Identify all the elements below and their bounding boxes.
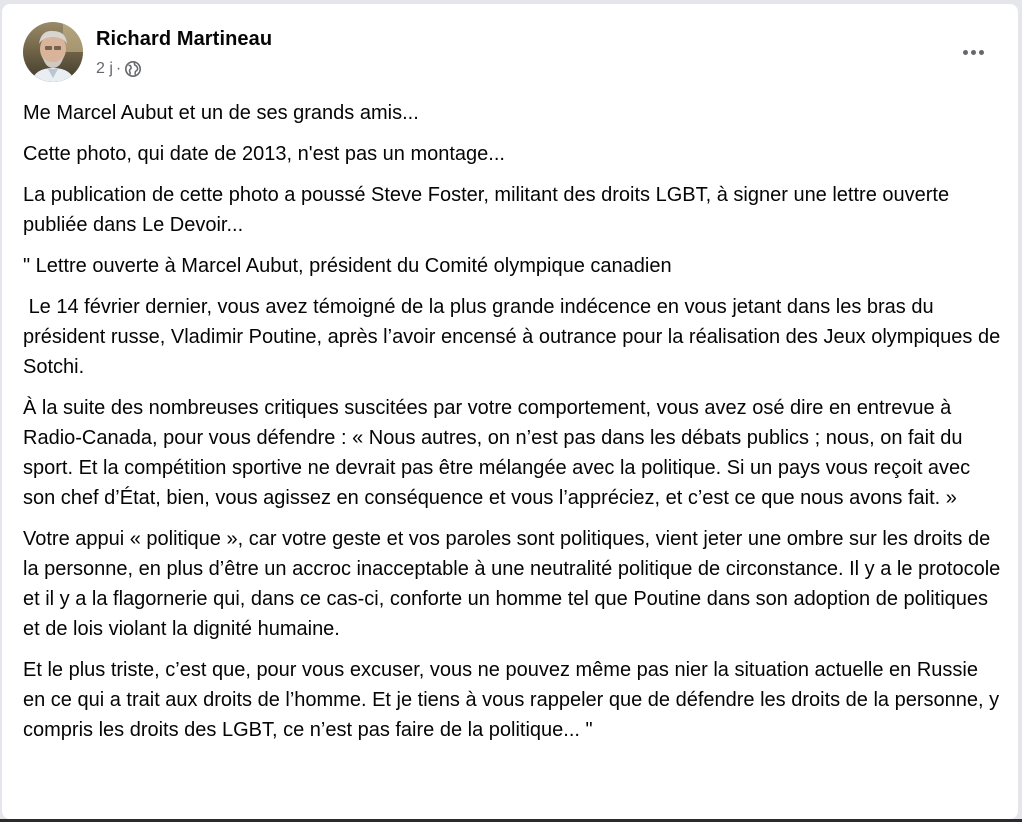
post-header xyxy=(23,22,1003,84)
author-name[interactable]: Richard Martineau xyxy=(96,28,273,50)
post-paragraph: Votre appui « politique », car votre geste et vos paroles sont politiques, vient jeter une ombre sur les droits de la personne, en plus d’être un accroc inacceptable à une neutralité politique de circonstance. Il y a le protocole et il y a la flagornerie qui, dans ce cas-ci, conforte un homme tel que Poutine dans son adoption de politiques et de lois violant la dignité humaine. xyxy=(23,528,1006,640)
dot xyxy=(979,50,984,55)
post-timestamp[interactable]: 2 j xyxy=(96,60,113,77)
post-paragraph: " Lettre ouverte à Marcel Aubut, président du Comité olympique canadien xyxy=(23,255,672,277)
post-paragraph: Et le plus triste, c’est que, pour vous excuser, vous ne pouvez même pas nier la situation actuelle en Russie en ce qui a trait aux droits de l’homme. Et je tiens à vous rappeler que de défendre les droits de la personne, y compris les droits des LGBT, ce n’est pas faire de la politique... " xyxy=(23,659,1005,741)
author-avatar[interactable] xyxy=(23,22,83,82)
post-meta xyxy=(96,60,142,78)
meta-separator: · xyxy=(115,60,122,77)
dot xyxy=(963,50,968,55)
post-paragraph: Cette photo, qui date de 2013, n'est pas un montage... xyxy=(23,143,505,165)
post-paragraph: Me Marcel Aubut et un de ses grands amis... xyxy=(23,102,419,124)
profile-photo xyxy=(23,22,83,82)
dot xyxy=(971,50,976,55)
post-paragraph: Le 14 février dernier, vous avez témoigné de la plus grande indécence en vous jetant dans les bras du président russe, Vladimir Poutine, après l’avoir encensé à outrance pour la réalisation des Jeux olympiques de Sotchi. xyxy=(23,296,1006,378)
post-card xyxy=(2,4,1018,819)
more-horizontal-icon[interactable] xyxy=(957,40,989,64)
globe-icon xyxy=(124,60,142,78)
post-paragraph: La publication de cette photo a poussé Steve Foster, militant des droits LGBT, à signer une lettre ouverte publiée dans Le Devoir... xyxy=(23,184,955,236)
post-paragraph: À la suite des nombreuses critiques suscitées par votre comportement, vous avez osé dire en entrevue à Radio-Canada, pour vous défendre : « Nous autres, on n’est pas dans les débats publics ; nous, on fait du sport. Et la compétition sportive ne devrait pas être mélangée avec la politique. Si un pays vous reçoit avec son chef d’État, bien, vous agissez en conséquence et vous l’appréciez, et c’est ce que nous avons fait. » xyxy=(23,397,976,509)
post-body xyxy=(23,98,1006,756)
